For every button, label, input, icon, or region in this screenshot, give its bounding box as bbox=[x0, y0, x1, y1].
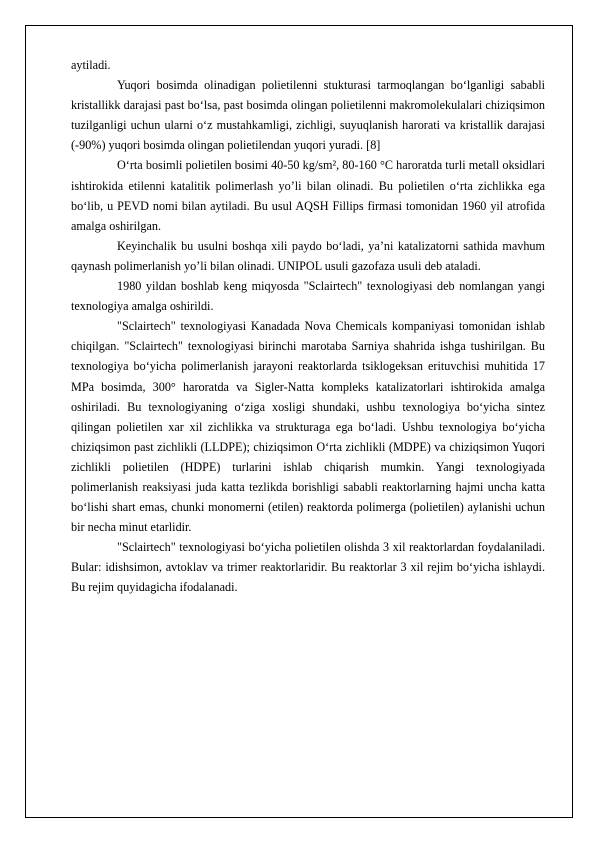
paragraph-sclairtech-details: "Sclairtech" texnologiyasi Kanadada Nova Chemicals kompaniyasi tomonidan ishlab chiqilgan. "Sclairtech" texnologiyasi birinchi marotaba Sarniya shahrida ishga tushirilgan. Bu texnologiya bo‘yicha polimerlanish jarayoni reaktorlarda tsiklogeksan erituvchisi muhitida 17 MPa bosimda, 300° haroratda va Sigler-Natta kompleks katalizatorlari ishtirokida amalga oshiriladi. Bu texnologiyaning o‘ziga xosligi shundaki, ushbu texnologiya bo‘yicha sintez qilingan polietilen xar xil zichlikka va strukturaga ega bo‘ladi. Ushbu texnologiya bo‘yicha chiziqsimon past zichlikli (LLDPE); chiziqsimon O‘rta zichlikli (MDPE) va chiziqsimon Yuqori zichlikli polietilen (HDPE) turlarini ishlab chiqarish mumkin. Yangi texnologiyada polimerlanish reaksiyasi juda katta tezlikda borishligi sababli reaktorlarning hajmi uncha katta bo‘lishi shart emas, chunki monomerni (etilen) reaktorda polimerga (polietilen) aylanishi uchun bir necha minut etarlidir. bbox=[71, 319, 545, 535]
paragraph-unipol: Keyinchalik bu usulni boshqa xili paydo bo‘ladi, ya’ni katalizatorni sathida mavhum qaynash polimerlanish yo’li bilan olinadi. UNIPOL usuli gazofaza usuli deb ataladi. bbox=[71, 238, 545, 273]
paragraph-reactors: "Sclairtech" texnologiyasi bo‘yicha polietilen olishda 3 xil reaktorlardan foydalaniladi. Bular: idishsimon, avtoklav va trimer reaktorlaridir. Bu reaktorlar 3 xil rejim bo‘yicha ishlaydi. Bu rejim quyidagicha ifodalanadi. bbox=[71, 540, 545, 595]
document-body bbox=[71, 55, 545, 598]
paragraph-medium-pressure: O‘rta bosimli polietilen bosimi 40-50 kg/sm², 80-160 °C haroratda turli metall oksidlari ishtirokida etilenni katalitik polimerlash yo’li bilan olinadi. Bu polietilen o‘rta zichlikka ega bo‘lib, u PEVD nomi bilan aytiladi. Bu usul AQSH Fillips firmasi tomonidan 1960 yil atrofida amalga oshirilgan. bbox=[71, 158, 545, 233]
paragraph-continuation: aytiladi. bbox=[71, 58, 111, 72]
paragraph-polyethylene-structure: Yuqori bosimda olinadigan polietilenni stukturasi tarmoqlangan bo‘lganligi sababli kristallikk darajasi past bo‘lsa, past bosimda olingan polietilenni makromolekulalari chiziqsimon tuzilganligi uchun ularni o‘z mustahkamligi, zichligi, suyuqlanish harorati va kristallik darajasi (-90%) yuqori bosimda olingan polietilendan yuqori yuradi. [8] bbox=[71, 78, 545, 153]
paragraph-sclairtech-intro: 1980 yildan boshlab keng miqyosda "Sclairtech" texnologiyasi deb nomlangan yangi texnologiya amalga oshirildi. bbox=[71, 279, 545, 314]
